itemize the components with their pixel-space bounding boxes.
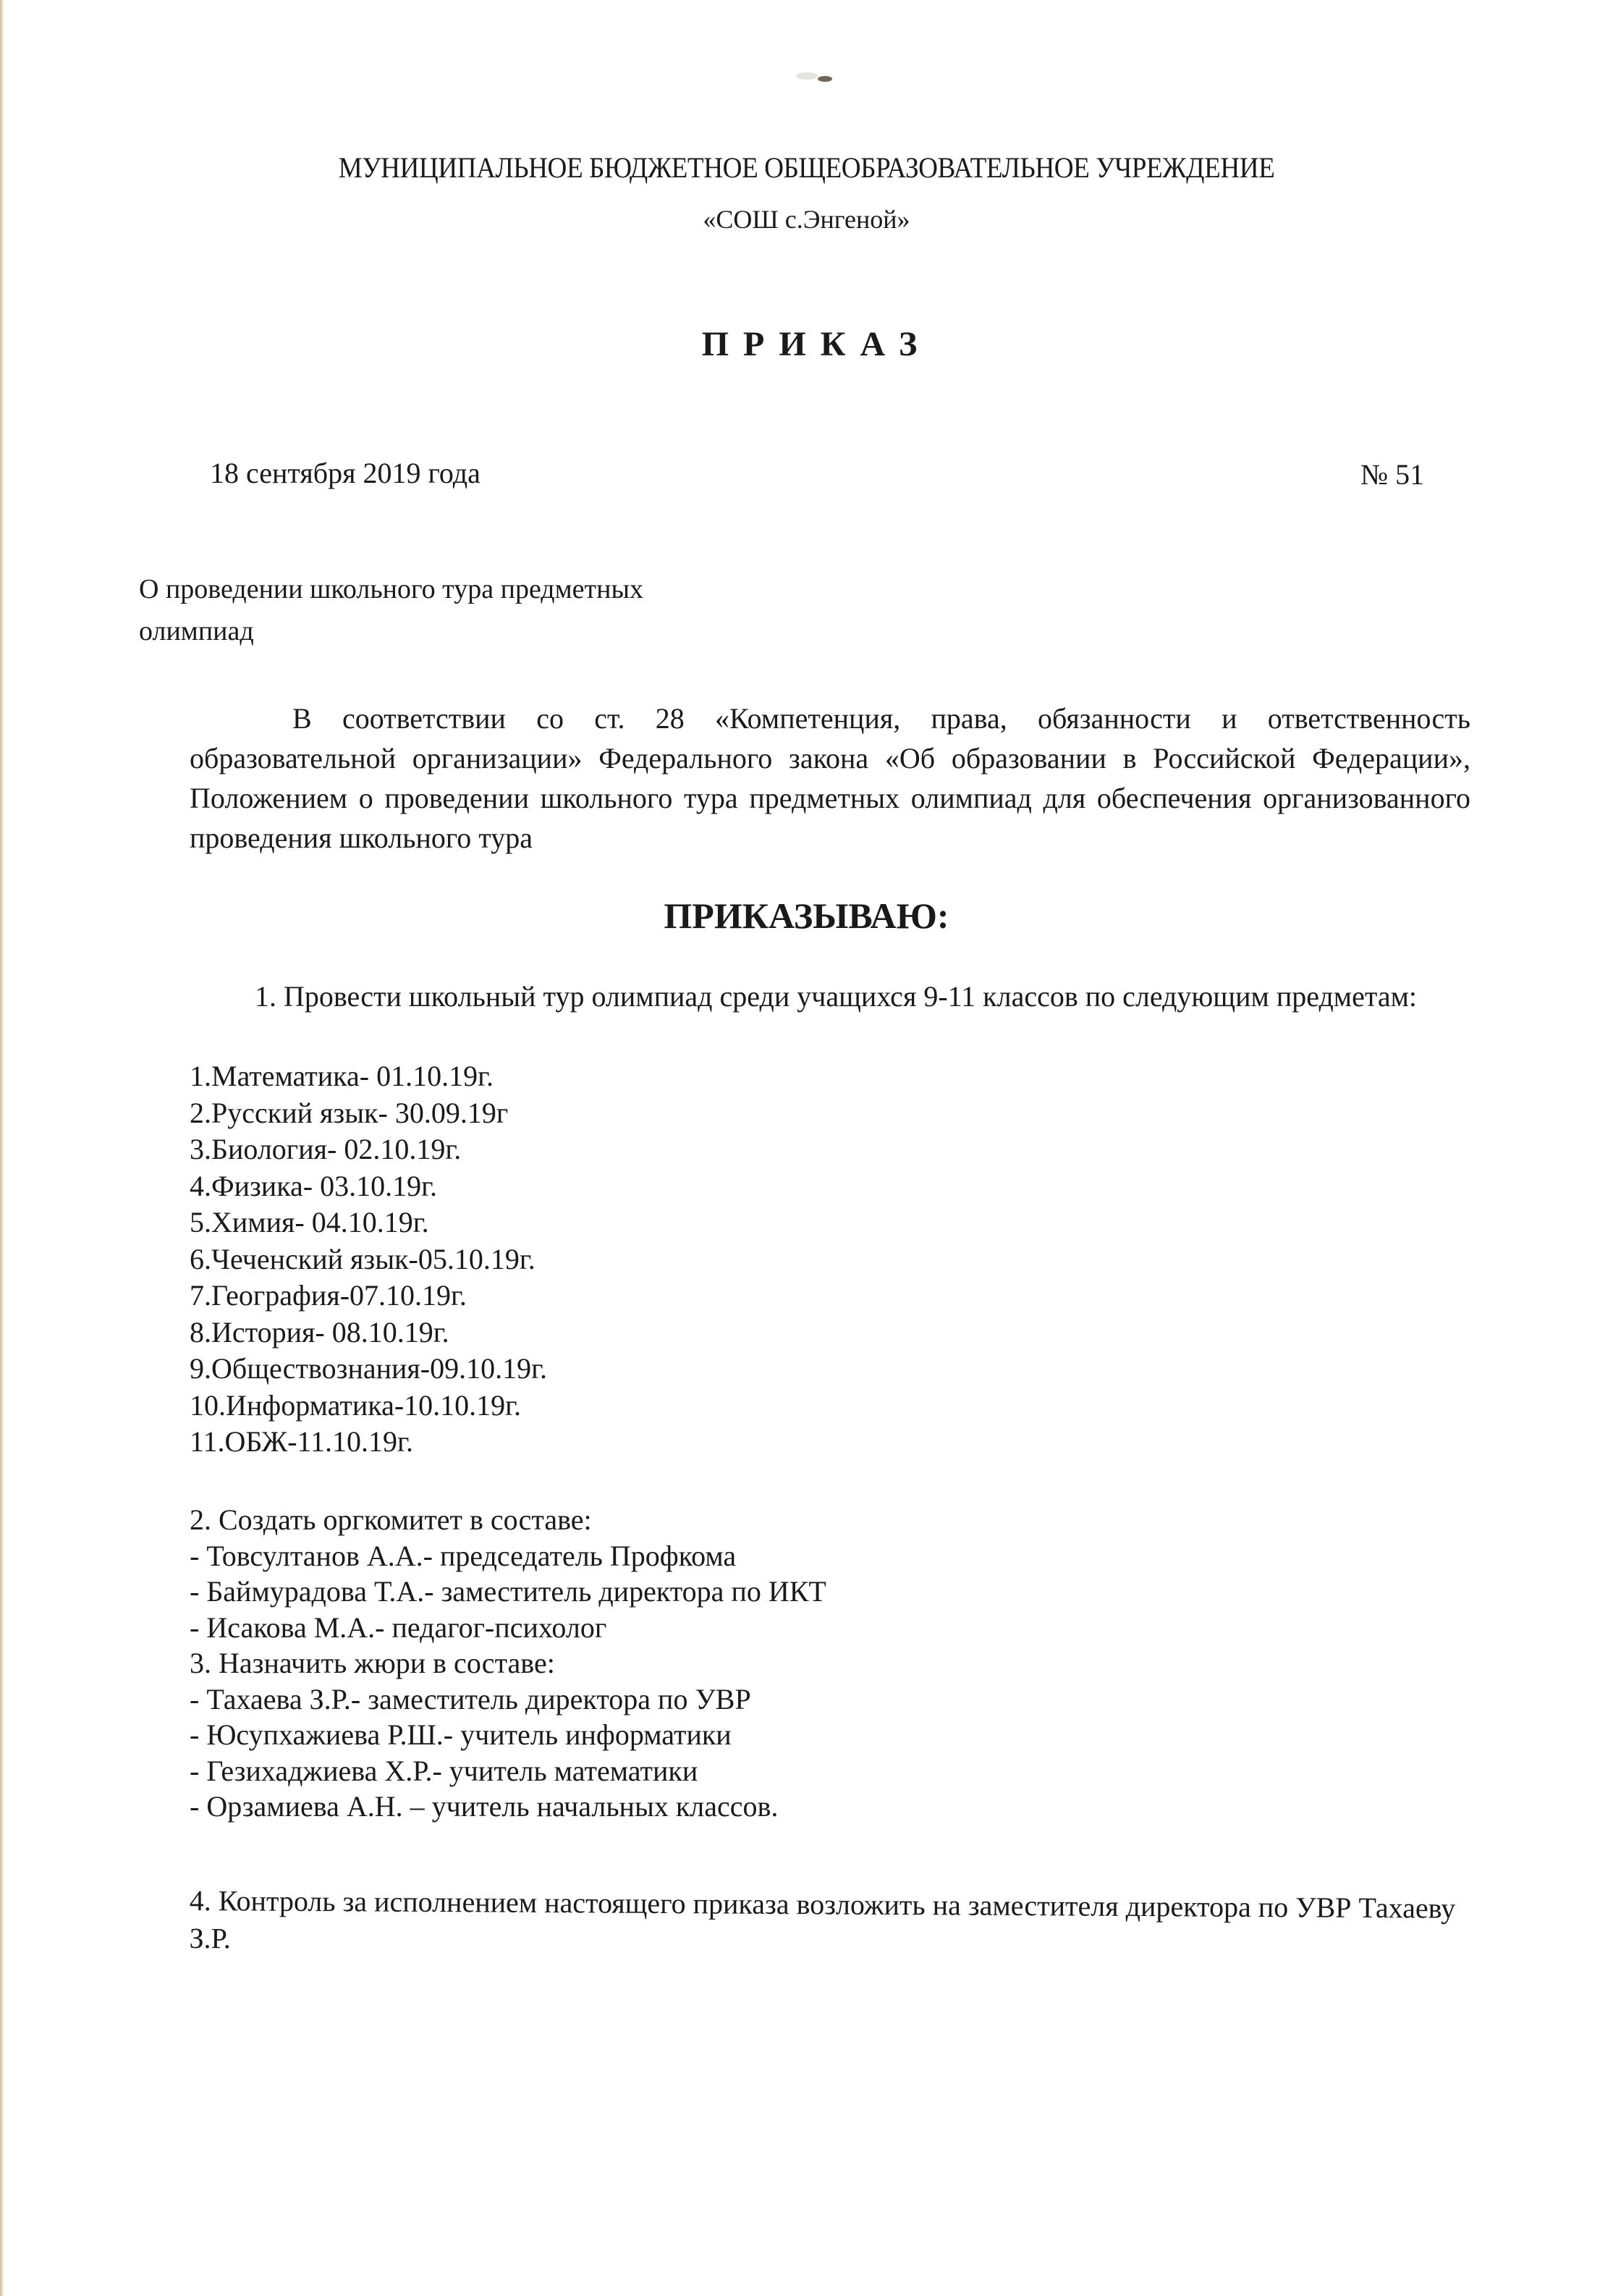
schedule-item: 1.Математика- 01.10.19г. bbox=[190, 1060, 494, 1092]
schedule-item: 5.Химия- 04.10.19г. bbox=[190, 1206, 429, 1238]
schedule-item: 9.Обществознания-09.10.19г. bbox=[190, 1352, 548, 1385]
jury-member: - Тахаева З.Р.- заместитель директора по УВР bbox=[190, 1682, 751, 1715]
organizing-committee-member: - Товсултанов А.А.- председатель Профкома bbox=[190, 1539, 737, 1572]
preamble-text: В соответствии со ст. 28 «Компетенция, права, обязанности и ответственность образовательной организации» Федерального закона «Об образовании в Российской Федерации», Положением о проведении школьного тура предметных олимпиад для обеспечения организованного проведения школьного тура bbox=[190, 702, 1470, 854]
scan-artifact-dot bbox=[818, 76, 832, 82]
order-item-4: 4. Контроль за исполнением настоящего приказа возложить на заместителя директора по УВР Тахаеву З.Р. bbox=[189, 1884, 1456, 1955]
scan-artifact bbox=[796, 72, 818, 80]
order-heading: ПРИКАЗЫВАЮ: bbox=[664, 895, 949, 936]
schedule-item: 7.География-07.10.19г. bbox=[190, 1279, 467, 1312]
schedule-item: 11.ОБЖ-11.10.19г. bbox=[190, 1425, 413, 1458]
preamble bbox=[190, 698, 1470, 858]
jury-member: - Гезихаджиева Х.Р.- учитель математики bbox=[190, 1754, 698, 1787]
subject-line-2: олимпиад bbox=[139, 616, 254, 646]
schedule-item: 10.Информатика-10.10.19г. bbox=[190, 1388, 522, 1422]
order-item-3-title: 3. Назначить жюри в составе: bbox=[190, 1647, 555, 1679]
document-title: ПРИКАЗ bbox=[701, 325, 932, 363]
document-number: № 51 bbox=[1360, 458, 1425, 491]
document-subject bbox=[139, 568, 790, 652]
document-date: 18 сентября 2019 года bbox=[210, 457, 480, 489]
subject-line-1: О проведении школьного тура предметных bbox=[139, 574, 644, 604]
schedule-item: 6.Чеченский язык-05.10.19г. bbox=[190, 1242, 535, 1275]
schedule-item: 3.Биология- 02.10.19г. bbox=[190, 1133, 462, 1165]
olympiad-schedule-list bbox=[190, 1058, 547, 1461]
school-name: «СОШ с.Энгеной» bbox=[703, 205, 910, 234]
schedule-item: 8.История- 08.10.19г. bbox=[190, 1315, 449, 1349]
order-item-2-title: 2. Создать оргкомитет в составе: bbox=[190, 1503, 592, 1536]
organizing-committee-member: - Баймурадова Т.А.- заместитель директора по ИКТ bbox=[190, 1575, 826, 1608]
organization-name: МУНИЦИПАЛЬНОЕ БЮДЖЕТНОЕ ОБЩЕОБРАЗОВАТЕЛЬНОЕ УЧРЕЖДЕНИЕ bbox=[338, 151, 1275, 184]
schedule-item: 2.Русский язык- 30.09.19г bbox=[190, 1096, 509, 1129]
schedule-item: 4.Физика- 03.10.19г. bbox=[190, 1169, 438, 1202]
organizing-committee-member: - Исакова М.А.- педагог-психолог bbox=[190, 1611, 607, 1644]
order-item-1: 1. Провести школьный тур олимпиад среди учащихся 9-11 классов по следующим предметам: bbox=[255, 980, 1418, 1013]
jury-member: - Юсупхажиева Р.Ш.- учитель информатики bbox=[190, 1718, 732, 1751]
committees bbox=[190, 1502, 826, 1825]
jury-member: - Орзамиева А.Н. – учитель начальных классов. bbox=[190, 1790, 779, 1823]
